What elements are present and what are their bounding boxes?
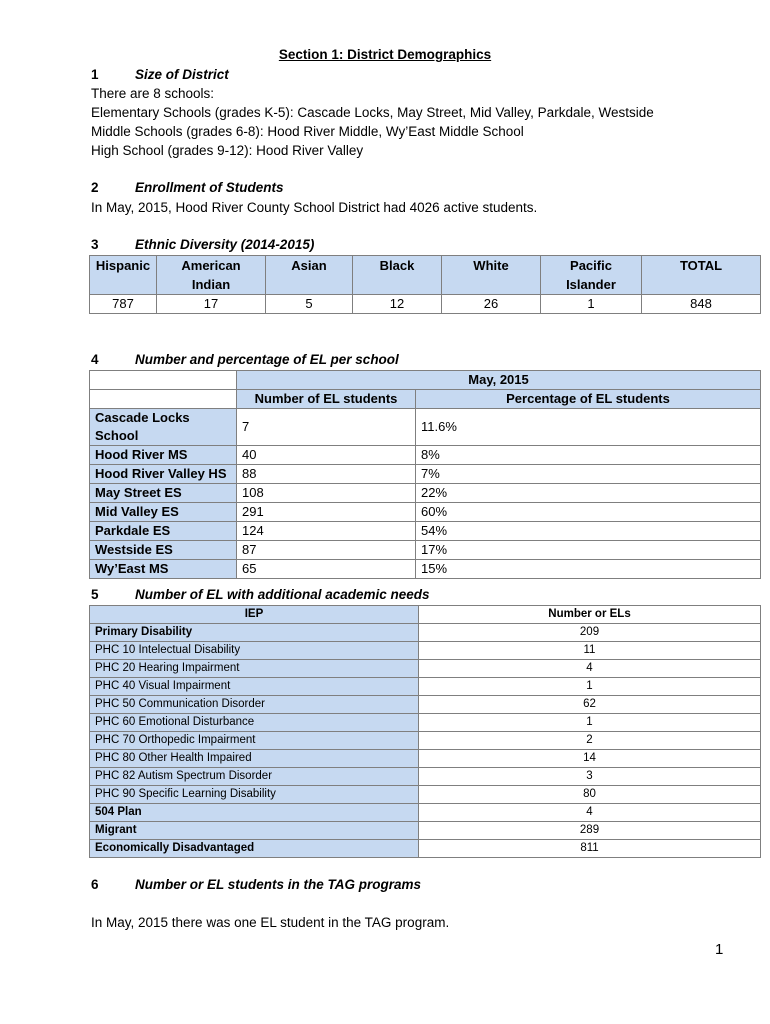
school-name-cell: Westside ES [90,541,237,560]
table-header-cell: Asian [266,256,353,295]
el-count-cell: 7 [237,409,416,446]
section-title: Ethnic Diversity (2014-2015) [135,237,315,252]
section-number: 2 [91,180,99,195]
el-count-cell: 4 [419,804,761,822]
el-percentage-cell: 60% [416,503,761,522]
section-title: Number or EL students in the TAG programs [135,877,422,892]
el-count-cell: 65 [237,560,416,579]
iep-category-cell: PHC 70 Orthopedic Impairment [90,732,419,750]
table-row [90,465,761,484]
section-title: Number and percentage of EL per school [135,352,399,367]
el-count-cell: 811 [419,840,761,858]
table-row [90,840,761,858]
paragraph-line: In May, 2015 there was one EL student in the TAG program. [91,915,450,930]
section-number: 5 [91,587,99,602]
school-name-cell: Hood River Valley HS [90,465,237,484]
school-name-cell: Parkdale ES [90,522,237,541]
iep-category-cell: PHC 20 Hearing Impairment [90,660,419,678]
table-row [90,822,761,840]
el-percentage-cell: 8% [416,446,761,465]
iep-category-cell: PHC 50 Communication Disorder [90,696,419,714]
section-title: Size of District [135,67,229,82]
iep-category-cell: PHC 90 Specific Learning Disability [90,786,419,804]
table-row [90,484,761,503]
table-header-cell: White [442,256,541,295]
page-title: Section 1: District Demographics [278,47,492,62]
paragraph-line: There are 8 schools: [91,86,215,101]
school-name-cell: Wy’East MS [90,560,237,579]
school-name-cell: May Street ES [90,484,237,503]
el-count-cell: 4 [419,660,761,678]
section-3-heading [91,237,314,252]
el-count-cell: 124 [237,522,416,541]
table-header-row [90,371,761,390]
el-count-cell: 11 [419,642,761,660]
section-number: 4 [91,352,99,367]
section-title: Enrollment of Students [135,180,284,195]
ethnic-diversity-table [89,255,761,314]
paragraph-line: High School (grades 9-12): Hood River Valley [91,143,364,158]
paragraph-line: Elementary Schools (grades K-5): Cascade Locks, May Street, Mid Valley, Parkdale, Westside [91,105,654,120]
el-count-cell: 1 [419,678,761,696]
el-count-cell: 14 [419,750,761,768]
table-header-row [90,606,761,624]
el-count-cell: 291 [237,503,416,522]
table-row [90,732,761,750]
table-header-cell: Black [353,256,442,295]
table-row [90,768,761,786]
table-row [90,786,761,804]
el-count-cell: 40 [237,446,416,465]
table-cell: 787 [90,295,157,314]
table-header-cell: Number or ELs [419,606,761,624]
table-header-cell: May, 2015 [237,371,761,390]
table-header-cell: American Indian [157,256,266,295]
section-5-heading [91,587,430,602]
table-row [90,750,761,768]
iep-category-cell: 504 Plan [90,804,419,822]
table-row [90,446,761,465]
table-cell: 12 [353,295,442,314]
table-row [90,678,761,696]
el-count-cell: 87 [237,541,416,560]
table-header-cell: TOTAL [642,256,761,295]
school-name-cell: Cascade Locks School [90,409,237,446]
table-header-cell: Hispanic [90,256,157,295]
iep-category-cell: Primary Disability [90,624,419,642]
iep-category-cell: PHC 40 Visual Impairment [90,678,419,696]
table-header-row [90,390,761,409]
el-count-cell: 209 [419,624,761,642]
table-row [90,804,761,822]
el-count-cell: 62 [419,696,761,714]
el-count-cell: 108 [237,484,416,503]
table-row [90,295,761,314]
el-per-school-table [89,370,761,579]
empty-corner-cell [90,390,237,409]
section-6-heading [91,877,421,892]
section-number: 6 [91,877,99,892]
table-header-cell: Pacific Islander [541,256,642,295]
table-cell: 26 [442,295,541,314]
table-cell: 848 [642,295,761,314]
table-row [90,696,761,714]
table-header-cell: Percentage of EL students [416,390,761,409]
iep-category-cell: Migrant [90,822,419,840]
table-row [90,624,761,642]
table-cell: 1 [541,295,642,314]
el-percentage-cell: 15% [416,560,761,579]
paragraph-line: In May, 2015, Hood River County School District had 4026 active students. [91,200,538,215]
el-percentage-cell: 7% [416,465,761,484]
iep-category-cell: PHC 80 Other Health Impaired [90,750,419,768]
table-row [90,541,761,560]
section-title: Number of EL with additional academic needs [135,587,430,602]
paragraph-line: Middle Schools (grades 6-8): Hood River Middle, Wy’East Middle School [91,124,524,139]
el-count-cell: 2 [419,732,761,750]
table-header-row [90,256,761,295]
el-count-cell: 289 [419,822,761,840]
section-1-heading [91,67,229,82]
section-number: 3 [91,237,99,252]
el-count-cell: 80 [419,786,761,804]
el-count-cell: 88 [237,465,416,484]
table-row [90,522,761,541]
table-row [90,409,761,446]
table-cell: 17 [157,295,266,314]
el-count-cell: 3 [419,768,761,786]
empty-corner-cell [90,371,237,390]
table-header-cell: Number of EL students [237,390,416,409]
table-cell: 5 [266,295,353,314]
iep-category-cell: Economically Disadvantaged [90,840,419,858]
school-name-cell: Hood River MS [90,446,237,465]
el-percentage-cell: 11.6% [416,409,761,446]
section-4-heading [91,352,399,367]
page-number: 1 [715,941,724,958]
table-row [90,642,761,660]
el-academic-needs-table [89,605,761,858]
school-name-cell: Mid Valley ES [90,503,237,522]
el-percentage-cell: 17% [416,541,761,560]
table-row [90,560,761,579]
iep-category-cell: PHC 82 Autism Spectrum Disorder [90,768,419,786]
section-2-heading [91,180,284,195]
table-row [90,714,761,732]
el-percentage-cell: 22% [416,484,761,503]
table-row [90,660,761,678]
el-count-cell: 1 [419,714,761,732]
iep-category-cell: PHC 10 Intelectual Disability [90,642,419,660]
table-row [90,503,761,522]
iep-category-cell: PHC 60 Emotional Disturbance [90,714,419,732]
section-number: 1 [91,67,99,82]
table-header-cell: IEP [90,606,419,624]
el-percentage-cell: 54% [416,522,761,541]
